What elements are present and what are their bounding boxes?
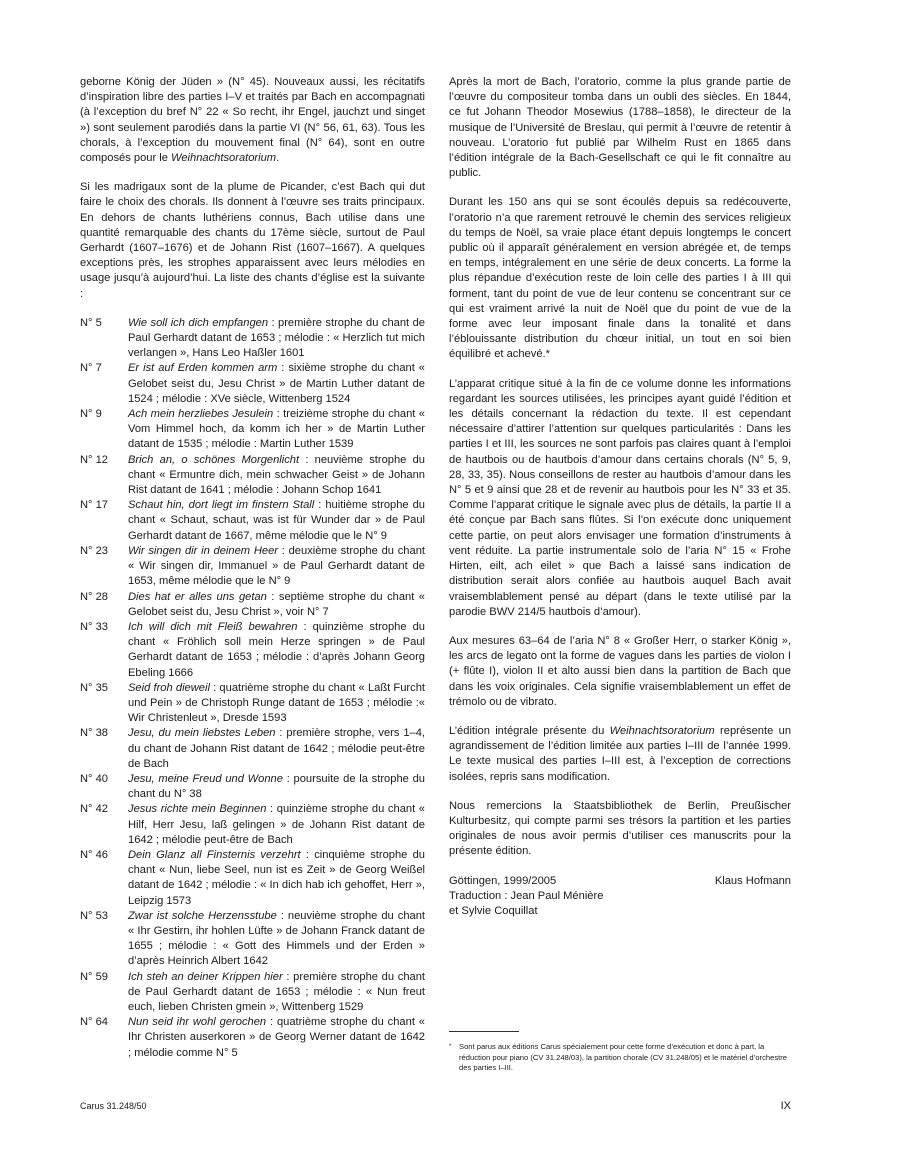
signature-place-date: Göttingen, 1999/2005 [449, 874, 557, 887]
chorale-entry [80, 453, 425, 499]
chorale-number: N° 46 [80, 848, 108, 861]
chorale-description [128, 848, 425, 909]
chorale-number: N° 28 [80, 590, 108, 603]
chorale-details: : deuxième strophe du chant « Wir singen dir, Immanuel » de Paul Gerhardt datant de 1653, même mélodie que le N° 9 [128, 544, 425, 588]
chorale-title: Jesu, meine Freud und Wonne [128, 772, 283, 785]
chorale-title: Nun seid ihr wohl gerochen [128, 1016, 267, 1029]
chorale-entry [80, 316, 425, 362]
chorale-number: N° 35 [80, 681, 108, 694]
chorale-entry [80, 498, 425, 544]
chorale-number: N° 33 [80, 620, 108, 633]
chorale-entry [80, 361, 425, 407]
footnote-rule [449, 1031, 519, 1032]
translation-credit-line-2: et Sylvie Coquillat [449, 904, 538, 917]
chorale-entry [80, 848, 425, 909]
chorale-details: : cinquième strophe du chant « Nun, liebe Seel, nun ist es Zeit » de Georg Weißel datant de 1642 ; mélodie : « In dich hab ich gehoffet, Herr », Leipzig 1573 [128, 848, 426, 907]
chorale-details: : huitième strophe du chant « Schaut, schaut, was ist für Wunder dar » de Paul Gerhardt datant de 1667, même mélodie que le N° 9 [128, 499, 426, 542]
chorale-description [128, 909, 425, 970]
chorale-title: Wir singen dir in deinem Heer [128, 544, 278, 557]
chorale-details: : première strophe, vers 1–4, du chant de Johann Rist datant de 1642 ; mélodie peut-être de Bach [128, 727, 425, 770]
chorale-entry [80, 681, 425, 727]
chorale-details: : première strophe du chant de Paul Gerhardt datant de 1653 ; mélodie : « Nun freut euch, lieben Christen gmein », Wittenberg 1529 [128, 970, 425, 1013]
chorale-details: : treizième strophe du chant « Vom Himmel hoch, da komm ich her » de Martin Luther datant de 1535 ; mélodie : Martin Luther 1539 [128, 408, 425, 451]
chorale-description [128, 361, 425, 407]
left-column [80, 75, 425, 1061]
footer-page-number: IX [780, 1100, 791, 1112]
chorale-entry [80, 970, 425, 1016]
chorale-number: N° 53 [80, 909, 108, 922]
chorale-entry [80, 620, 425, 681]
chorale-title: Ich will dich mit Fleiß bewahren [128, 620, 298, 633]
chorale-number: N° 38 [80, 727, 108, 740]
chorale-entry [80, 1015, 425, 1061]
right-column [449, 75, 791, 919]
chorale-title: Er ist auf Erden kommen arm [128, 362, 278, 375]
footer-catalog-number: Carus 31.248/50 [80, 1101, 147, 1111]
chorale-details: : quinzième strophe du chant « Hilf, Herr Jesu, laß gelingen » de Johann Rist datant de 1642 ; mélodie peut-être de Bach [128, 803, 425, 846]
chorale-description [128, 726, 425, 772]
chorale-details: : neuvième strophe du chant « Ihr Gestirn, ihr hohlen Lüfte » de Johann Franck datant de 1655 ; mélodie : « Gott des Himmels und der Erden » d’après Heinrich Albert 1642 [128, 909, 426, 968]
paragraph-critical-apparatus: L’apparat critique situé à la fin de ce volume donne les informations regardant les sources utilisées, les principes ayant guidé l’édition et les détails concernant la rédaction du texte. Il est cependant nécessaire d’attirer l’attention sur quelques particularités : Dans les parties I et III, les sources ne sont parfois pas claires quant à l’emploi de hautbois ou de hautbois d’amour dans certains chorals (N° 5, 9, 28, 33, 35). Nous conseillons de rester au hautbois d’amour dans les N° 5 et 9 ainsi que 28 et de revenir au hautbois pour les N° 33 et 35. Comme l’apparat critique le signale avec plus de détails, la partie II a été conçue par Bach sans flûtes. Si l’on exécute donc uniquement cette partie, on peut alors envisager une formation d’instruments à vent réduite. La partie instrumentale solo de l’aria N° 15 « Frohe Hirten, eilt, ach eilet » que Bach a laissé sans indication de distribution serait alors confiée au hautbois auquel Bach avait vraisemblablement pensé au départ (dans le texte utilisé par la parodie BWV 214/5 hautbois d’amour). [449, 377, 791, 618]
chorale-details: : poursuite de la strophe du chant du N° 38 [128, 772, 425, 801]
chorale-number: N° 12 [80, 453, 108, 466]
chorale-entry [80, 590, 425, 620]
chorale-title: Brich an, o schönes Morgenlicht [128, 453, 300, 466]
chorale-number: N° 23 [80, 544, 108, 557]
footnote [449, 1042, 791, 1074]
chorale-title: Zwar ist solche Herzensstube [128, 909, 277, 922]
chorale-details: : sixième strophe du chant « Gelobet seist du, Jesu Christ » de Martin Luther datant de 1524 ; mélodie : XVe siècle, Wittenberg 1524 [128, 362, 425, 405]
chorale-number: N° 40 [80, 772, 108, 785]
chorale-number: N° 17 [80, 499, 108, 512]
chorale-description [128, 802, 425, 848]
paragraph-performance-practice: Durant les 150 ans qui se sont écoulés depuis sa redécouverte, l’oratorio n’a que rarement retrouvé le chemin des services religieux du temps de Noël, sa vraie place étant depuis longtemps le concert public où il apparaît généralement en version abrégée et, de temps en temps, intégralement en une série de deux concerts. La forme la plus répandue d’exécution reste de loin celle des parties I à III qui forment, tant du point de vue de leur contenu se concentrant sur ce qui est vraiment arrivé la nuit de Noël que du point de vue de la forme avec leur imposant finale dans la tonalité et dans l’éblouissante distribution du chœur initial, un tout en soi bien équilibré et achevé.* [449, 196, 791, 361]
chorale-description [128, 498, 425, 544]
chorale-details: : quatrième strophe du chant « Laßt Furcht und Pein » de Christoph Runge datant de 1653 ; mélodie :« Wir Christenleut », Dresde 1593 [128, 681, 426, 725]
paragraph-edition-note: L’édition intégrale présente du Weihnachtsoratorium représente un agrandissement de l’édition limitée aux parties I–III de l’année 1999. Le texte musical des parties I–III est, à l’exception de corrections isolées, repris sans modification. [449, 724, 792, 783]
chorale-title: Seid froh dieweil [128, 681, 210, 694]
chorale-entry [80, 802, 425, 848]
chorale-entry [80, 772, 425, 802]
chorale-description [128, 453, 425, 499]
chorale-description [128, 970, 425, 1016]
paragraph-legato-arcs: Aux mesures 63–64 de l’aria N° 8 « Großer Herr, o starker König », les arcs de legato ont la forme de vagues dans les parties de violon I (+ flûte I), violon II et alto aussi bien dans la partition de Bach que dans les voix originales. Cela signifie vraisemblablement un effet de trémolo ou de vibrato. [449, 634, 791, 708]
paragraph-reception-history: Après la mort de Bach, l’oratorio, comme la plus grande partie de l’œuvre du compositeur tomba dans un oubli des siècles. En 1844, ce fut Johann Theodor Mosewius (1788–1858), le directeur de la musique de l’Université de Breslau, qui permit à l’œuvre de retentir à nouveau. L’oratorio fut publié par Wilhelm Rust en 1865 dans l’édition intégrale de la Bach-Gesellschaft ce qui le fit connaître au public. [449, 76, 791, 180]
paragraph-acknowledgement: Nous remercions la Staatsbibliothek de Berlin, Preußischer Kulturbesitz, qui compte parmi ses trésors la partition et les parties originales de nous avoir permis d’utiliser ces manuscrits pour la présente édition. [449, 799, 791, 858]
chorale-entry [80, 544, 425, 590]
chorale-title: Dein Glanz all Finsternis verzehrt [128, 848, 301, 861]
chorale-number: N° 42 [80, 803, 108, 816]
chorale-entry [80, 909, 425, 970]
chorale-description [128, 1015, 425, 1061]
chorale-details: : quatrième strophe du chant « Ihr Christen auserkoren » de Georg Werner datant de 1642 ; mélodie comme N° 5 [128, 1016, 425, 1059]
chorale-number: N° 5 [80, 316, 102, 329]
chorale-title: Wie soll ich dich empfangen [128, 316, 269, 329]
chorale-entry [80, 726, 425, 772]
chorale-title: Ach mein herzliebes Jesulein [128, 408, 274, 421]
chorale-description [128, 316, 425, 362]
intro-paragraph-2: Si les madrigaux sont de la plume de Picander, c’est Bach qui dut faire le choix des chorals. Ils donnent à l’œuvre ses traits principaux. En dehors de chants luthériens connus, Bach utilise dans une quantité remarquable des chants du 17ème siècle, surtout de Paul Gerhardt (1607–1676) et de Johann Rist (1607–1667). A quelques exceptions près, les strophes apparaissent avec leurs mélodies en usage jusqu’à aujourd’hui. La liste des chants d’église est la suivante : [80, 181, 425, 300]
chorale-description [128, 544, 425, 590]
chorale-title: Schaut hin, dort liegt im finstern Stall [128, 499, 315, 512]
chorale-number: N° 9 [80, 408, 102, 421]
chorale-number: N° 64 [80, 1016, 108, 1029]
chorale-details: : première strophe du chant de Paul Gerhardt datant de 1653 ; mélodie : « Herzlich tut mich verlangen », Hans Leo Haßler 1601 [128, 316, 425, 360]
signature-author: Klaus Hofmann [714, 874, 791, 887]
footnote-mark: * [449, 1044, 452, 1050]
chorale-number: N° 59 [80, 970, 108, 983]
chorale-details: : neuvième strophe du chant « Ermuntre dich, mein schwacher Geist » de Johann Rist datant de 1641 ; mélodie : Johann Schop 1641 [128, 453, 425, 497]
chorale-title: Ich steh an deiner Krippen hier [128, 970, 283, 983]
chorale-entry [80, 407, 425, 453]
chorale-description [128, 772, 425, 802]
chorale-description [128, 407, 425, 453]
footnote-text: Sont parus aux éditions Carus spécialement pour cette forme d’exécution et donc à part, la réduction pour piano (CV 31.248/03), la partition chorale (CV 31.248/05) et le matériel d’orchestre des parties I–III. [459, 1042, 787, 1072]
chorale-description [128, 620, 425, 681]
chorale-number: N° 7 [80, 362, 102, 375]
intro-paragraph-1: geborne König der Jüden » (N° 45). Nouveaux aussi, les récitatifs d’inspiration libre des parties I–V et traités par Bach en accompagnati (à l’exception du bref N° 22 « So recht, ihr Engel, jauchzt und singet ») sont seulement parodiés dans la partie VI (N° 56, 61, 63). Tous les chorals, à l’exception du mouvement final (N° 64), sont en outre composés pour le Weihnachtsoratorium. [80, 76, 425, 165]
signature-block [449, 874, 791, 920]
chorale-list [80, 316, 425, 1061]
chorale-title: Jesus richte mein Beginnen [128, 803, 267, 816]
chorale-details: : septième strophe du chant « Gelobet seist du, Jesu Christ », voir N° 7 [128, 590, 425, 618]
chorale-details: : quinzième strophe du chant « Fröhlich soll mein Herze springen » de Paul Gerhardt datant de 1653 ; mélodie : d’après Johann Georg Ebeling 1666 [128, 620, 425, 679]
chorale-description [128, 590, 425, 620]
chorale-description [128, 681, 425, 727]
chorale-title: Dies hat er alles uns getan [128, 590, 267, 603]
chorale-title: Jesu, du mein liebstes Leben [128, 727, 276, 740]
translation-credit-line-1: Traduction : Jean Paul Ménière [449, 889, 604, 902]
